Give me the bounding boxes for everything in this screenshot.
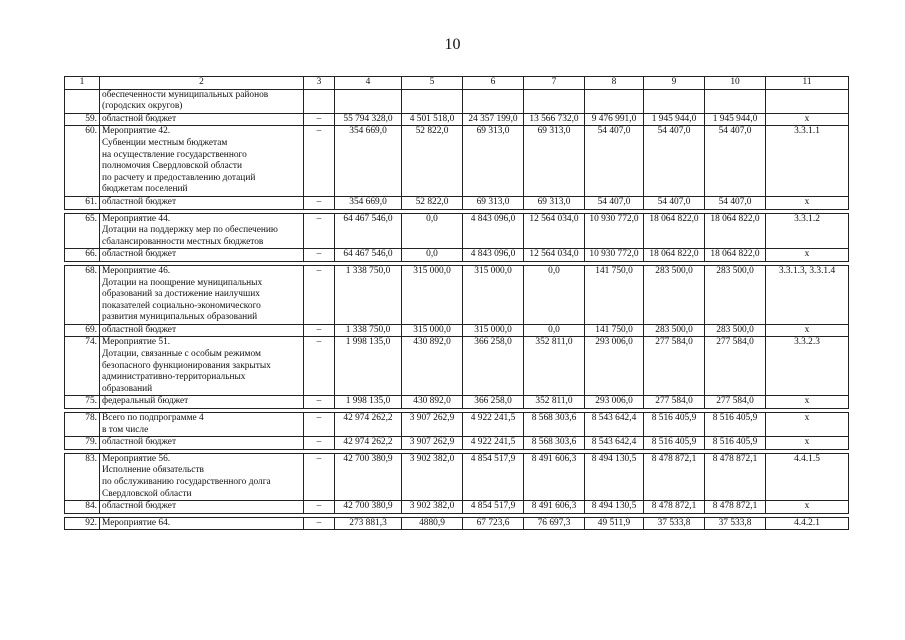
budget-table [64,76,849,530]
reference-cell: x [766,249,849,262]
reference-cell: x [766,396,849,409]
amount-cell: 4 922 241,5 [463,437,524,450]
description-line: Мероприятие 51. [102,337,171,348]
description-line: Свердловской области [102,488,192,499]
amount-cell: 141 750,0 [585,324,644,337]
description-line: развития муниципальных образований [102,312,258,323]
amount-cell: 366 258,0 [463,396,524,409]
amount-cell: 4 501 518,0 [402,113,463,126]
amount-cell: 69 313,0 [524,126,585,197]
description-line: полномочия Свердловской области [102,161,243,172]
header-row [65,77,849,90]
reference-cell: 3.3.2.3 [766,337,849,396]
description-line: областной бюджет [102,249,177,260]
row-number: 78. [65,413,100,437]
column-3-cell: – [304,213,335,249]
column-3-cell: – [304,413,335,437]
reference-cell: 3.3.1.2 [766,213,849,249]
amount-cell: 54 407,0 [585,126,644,197]
amount-cell: 10 930 772,0 [585,249,644,262]
description-line: областной бюджет [102,437,177,448]
description-line: административно-территориальных [102,372,246,383]
table-row [65,113,849,126]
amount-cell: 3 907 262,9 [402,437,463,450]
table-body [65,77,849,530]
table-row [65,126,849,197]
row-number: 84. [65,501,100,514]
description-line: показателей социально-экономического [102,300,261,311]
amount-cell: 315 000,0 [402,324,463,337]
row-description [100,213,304,249]
row-description [100,413,304,437]
amount-cell: 18 064 822,0 [705,249,766,262]
description-line: Мероприятие 46. [102,265,171,276]
amount-cell: 54 407,0 [705,126,766,197]
amount-cell: 354 669,0 [335,196,402,209]
table-row [65,517,849,530]
description-line: Всего по подпрограмме 4 [102,413,204,424]
amount-cell: 4 843 096,0 [463,213,524,249]
row-description [100,437,304,450]
amount-cell: 8 543 642,4 [585,413,644,437]
amount-cell: 430 892,0 [402,337,463,396]
column-3-cell: – [304,396,335,409]
amount-cell: 1 998 135,0 [335,337,402,396]
header-cell: 10 [705,77,766,90]
row-description [100,517,304,530]
reference-cell: x [766,113,849,126]
description-line: Мероприятие 44. [102,213,171,224]
amount-cell: 12 564 034,0 [524,213,585,249]
amount-cell: 54 407,0 [585,196,644,209]
amount-cell [644,89,705,113]
amount-cell: 37 533,8 [705,517,766,530]
description-line: Дотации на поощрение муниципальных [102,277,263,288]
description-line: Мероприятие 42. [102,126,171,137]
amount-cell [705,89,766,113]
amount-cell [463,89,524,113]
description-line: сбалансированности местных бюджетов [102,236,264,247]
row-description [100,265,304,324]
description-line: Исполнение обязательств [102,465,204,476]
amount-cell: 8 516 405,9 [705,437,766,450]
header-cell: 8 [585,77,644,90]
amount-cell: 1 338 750,0 [335,265,402,324]
amount-cell: 0,0 [402,249,463,262]
reference-cell: 3.3.1.3, 3.3.1.4 [766,265,849,324]
header-cell: 7 [524,77,585,90]
amount-cell: 54 407,0 [705,196,766,209]
header-cell: 4 [335,77,402,90]
column-3-cell [304,89,335,113]
amount-cell: 8 478 872,1 [705,501,766,514]
row-description [100,196,304,209]
amount-cell: 54 407,0 [644,126,705,197]
table-row [65,89,849,113]
reference-cell: x [766,501,849,514]
amount-cell: 8 491 606,3 [524,453,585,500]
amount-cell [335,89,402,113]
row-number: 66. [65,249,100,262]
amount-cell: 8 516 405,9 [644,413,705,437]
description-line: Дотации, связанные с особым режимом [102,349,261,360]
reference-cell: x [766,196,849,209]
reference-cell: x [766,324,849,337]
amount-cell: 8 516 405,9 [705,413,766,437]
amount-cell: 67 723,6 [463,517,524,530]
header-cell: 1 [65,77,100,90]
table-row [65,396,849,409]
description-line: (городских округов) [102,101,183,112]
amount-cell: 8 568 303,6 [524,437,585,450]
amount-cell: 354 669,0 [335,126,402,197]
amount-cell: 0,0 [524,265,585,324]
description-line: образований [102,383,153,394]
amount-cell: 0,0 [402,213,463,249]
row-number: 69. [65,324,100,337]
amount-cell: 24 357 199,0 [463,113,524,126]
amount-cell: 430 892,0 [402,396,463,409]
page-number: 10 [444,36,461,53]
amount-cell: 8 478 872,1 [644,453,705,500]
description-line: на осуществление государственного [102,149,247,160]
amount-cell: 55 794 328,0 [335,113,402,126]
amount-cell: 10 930 772,0 [585,213,644,249]
column-3-cell: – [304,126,335,197]
description-line: по обслуживанию государственного долга [102,477,271,487]
description-line: обеспеченности муниципальных районов [102,89,269,100]
amount-cell [524,89,585,113]
row-number: 68. [65,265,100,324]
amount-cell: 277 584,0 [705,396,766,409]
amount-cell: 277 584,0 [705,337,766,396]
reference-cell: x [766,437,849,450]
amount-cell: 18 064 822,0 [705,213,766,249]
row-number: 74. [65,337,100,396]
row-number: 75. [65,396,100,409]
description-line: областной бюджет [102,324,177,335]
amount-cell: 1 945 944,0 [644,113,705,126]
column-3-cell: – [304,265,335,324]
amount-cell: 283 500,0 [705,265,766,324]
amount-cell: 141 750,0 [585,265,644,324]
amount-cell: 18 064 822,0 [644,213,705,249]
header-cell: 9 [644,77,705,90]
reference-cell [766,89,849,113]
row-description [100,337,304,396]
amount-cell [585,89,644,113]
row-description [100,89,304,113]
column-3-cell: – [304,324,335,337]
amount-cell: 3 902 382,0 [402,501,463,514]
table-row [65,501,849,514]
amount-cell: 64 467 546,0 [335,249,402,262]
column-3-cell: – [304,517,335,530]
amount-cell: 12 564 034,0 [524,249,585,262]
amount-cell: 0,0 [524,324,585,337]
amount-cell: 352 811,0 [524,396,585,409]
amount-cell: 293 006,0 [585,337,644,396]
row-description [100,249,304,262]
reference-cell: 4.4.2.1 [766,517,849,530]
amount-cell: 4 922 241,5 [463,413,524,437]
row-description [100,396,304,409]
reference-cell: x [766,413,849,437]
amount-cell: 277 584,0 [644,337,705,396]
table-row [65,337,849,396]
amount-cell: 69 313,0 [463,196,524,209]
amount-cell: 293 006,0 [585,396,644,409]
description-line: областной бюджет [102,196,177,207]
row-number: 92. [65,517,100,530]
amount-cell: 8 568 303,6 [524,413,585,437]
table-row [65,324,849,337]
row-description [100,113,304,126]
row-number: 83. [65,453,100,500]
description-line: по расчету и предоставлению дотаций [102,172,256,183]
amount-cell: 42 700 380,9 [335,453,402,500]
table-row [65,196,849,209]
header-cell: 11 [766,77,849,90]
amount-cell: 3 902 382,0 [402,453,463,500]
amount-cell: 42 700 380,9 [335,501,402,514]
table-row [65,437,849,450]
amount-cell: 1 998 135,0 [335,396,402,409]
amount-cell: 4 843 096,0 [463,249,524,262]
amount-cell: 283 500,0 [644,265,705,324]
amount-cell: 8 516 405,9 [644,437,705,450]
table-row [65,453,849,500]
description-line: Мероприятие 64. [102,517,171,528]
row-number: 61. [65,196,100,209]
amount-cell: 4 854 517,9 [463,453,524,500]
amount-cell: 277 584,0 [644,396,705,409]
amount-cell: 13 566 732,0 [524,113,585,126]
amount-cell: 352 811,0 [524,337,585,396]
row-description [100,453,304,500]
column-3-cell: – [304,437,335,450]
amount-cell: 1 338 750,0 [335,324,402,337]
amount-cell: 42 974 262,2 [335,437,402,450]
amount-cell: 315 000,0 [463,265,524,324]
table-row [65,413,849,437]
row-description [100,324,304,337]
amount-cell: 315 000,0 [402,265,463,324]
amount-cell [402,89,463,113]
amount-cell: 8 494 130,5 [585,501,644,514]
amount-cell: 37 533,8 [644,517,705,530]
amount-cell: 18 064 822,0 [644,249,705,262]
amount-cell: 8 478 872,1 [705,453,766,500]
amount-cell: 8 491 606,3 [524,501,585,514]
description-line: в том числе [102,424,149,435]
amount-cell: 4880,9 [402,517,463,530]
amount-cell: 64 467 546,0 [335,213,402,249]
table-row [65,249,849,262]
description-line: Субвенции местным бюджетам [102,137,228,148]
table-row [65,265,849,324]
header-cell: 6 [463,77,524,90]
description-line: областной бюджет [102,501,177,512]
amount-cell: 9 476 991,0 [585,113,644,126]
table-row [65,213,849,249]
header-cell: 3 [304,77,335,90]
amount-cell: 1 945 944,0 [705,113,766,126]
amount-cell: 69 313,0 [524,196,585,209]
column-3-cell: – [304,249,335,262]
amount-cell: 4 854 517,9 [463,501,524,514]
column-3-cell: – [304,453,335,500]
reference-cell: 3.3.1.1 [766,126,849,197]
row-number: 65. [65,213,100,249]
row-description [100,126,304,197]
row-number [65,89,100,113]
amount-cell: 52 822,0 [402,126,463,197]
amount-cell: 49 511,9 [585,517,644,530]
amount-cell: 315 000,0 [463,324,524,337]
header-cell: 2 [100,77,304,90]
row-number: 59. [65,113,100,126]
description-line: бюджетам поселений [102,184,188,195]
row-description [100,501,304,514]
description-line: Мероприятие 56. [102,453,171,464]
amount-cell: 283 500,0 [644,324,705,337]
amount-cell: 76 697,3 [524,517,585,530]
amount-cell: 42 974 262,2 [335,413,402,437]
row-number: 79. [65,437,100,450]
amount-cell: 8 478 872,1 [644,501,705,514]
amount-cell: 52 822,0 [402,196,463,209]
description-line: безопасного функционирования закрытых [102,360,271,371]
description-line: образований за достижение наилучших [102,289,260,300]
amount-cell: 54 407,0 [644,196,705,209]
amount-cell: 283 500,0 [705,324,766,337]
amount-cell: 366 258,0 [463,337,524,396]
column-3-cell: – [304,196,335,209]
amount-cell: 3 907 262,9 [402,413,463,437]
amount-cell: 273 881,3 [335,517,402,530]
description-line: Дотации на поддержку мер по обеспечению [102,225,278,236]
reference-cell: 4.4.1.5 [766,453,849,500]
description-line: федеральный бюджет [102,396,189,407]
amount-cell: 8 543 642,4 [585,437,644,450]
column-3-cell: – [304,337,335,396]
amount-cell: 69 313,0 [463,126,524,197]
amount-cell: 8 494 130,5 [585,453,644,500]
header-cell: 5 [402,77,463,90]
row-number: 60. [65,126,100,197]
column-3-cell: – [304,501,335,514]
description-line: областной бюджет [102,113,177,124]
column-3-cell: – [304,113,335,126]
